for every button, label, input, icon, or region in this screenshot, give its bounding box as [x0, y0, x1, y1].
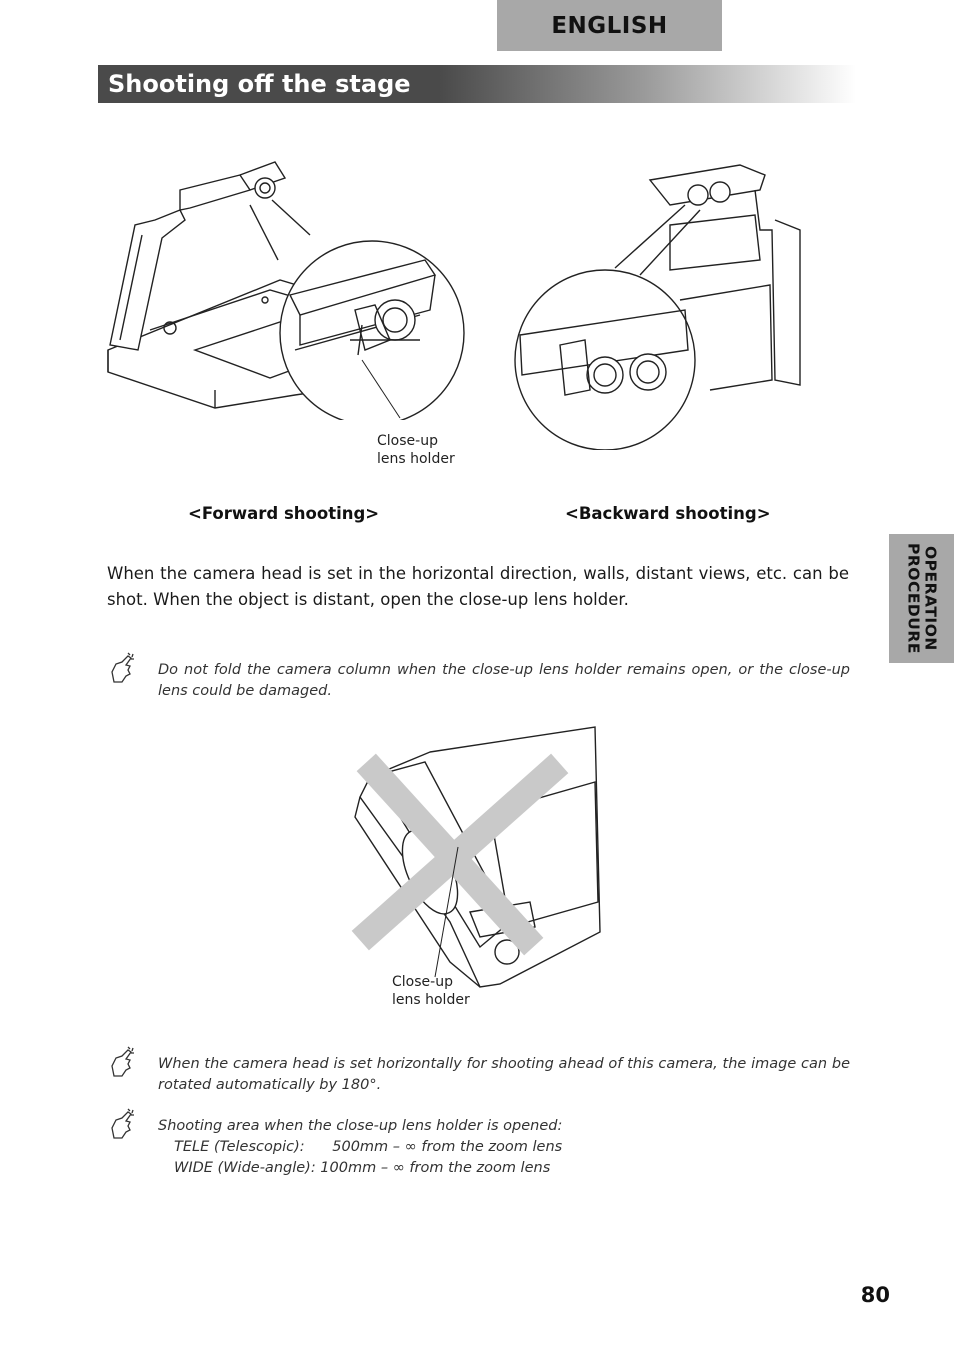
note-hand-icon: [108, 652, 136, 686]
note-fold-warning: Do not fold the camera column when the close-up lens holder remains open, or the close-up lens could be damaged.: [158, 662, 850, 699]
language-tab: ENGLISH: [497, 0, 722, 51]
spec-wide: WIDE (Wide-angle): 100mm – ∞ from the zoom lens: [174, 1160, 551, 1176]
folded-camera-illustration: [340, 722, 605, 997]
note-shooting-area: [158, 1116, 850, 1179]
note-hand-icon: [108, 1046, 136, 1080]
forward-shooting-illustration: [100, 150, 480, 420]
note-hand-icon: [108, 1108, 136, 1142]
note-auto-rotate: When the camera head is set horizontally for shooting ahead of this camera, the image can be rotated automatically by 180°.: [158, 1056, 850, 1093]
forward-lens-holder-label: Close-up lens holder: [377, 433, 455, 467]
section-side-tab: [889, 534, 954, 663]
spec-tele: TELE (Telescopic): 500mm – ∞ from the zoom lens: [174, 1139, 563, 1155]
forward-shooting-caption: <Forward shooting>: [188, 504, 380, 523]
backward-shooting-caption: <Backward shooting>: [565, 504, 771, 523]
folded-lens-holder-label: Close-up lens holder: [392, 974, 470, 1008]
body-paragraph: When the camera head is set in the horizontal direction, walls, distant views, etc. can be shot. When the object is distant, open the close-up lens holder.: [107, 564, 849, 609]
page-title: Shooting off the stage: [98, 65, 856, 103]
backward-shooting-illustration: [510, 150, 810, 450]
side-tab-label: OPERATION PROCEDURE: [904, 543, 940, 654]
shooting-area-heading: Shooting area when the close-up lens holder is opened:: [158, 1118, 563, 1134]
page-number: 80: [860, 1283, 890, 1307]
